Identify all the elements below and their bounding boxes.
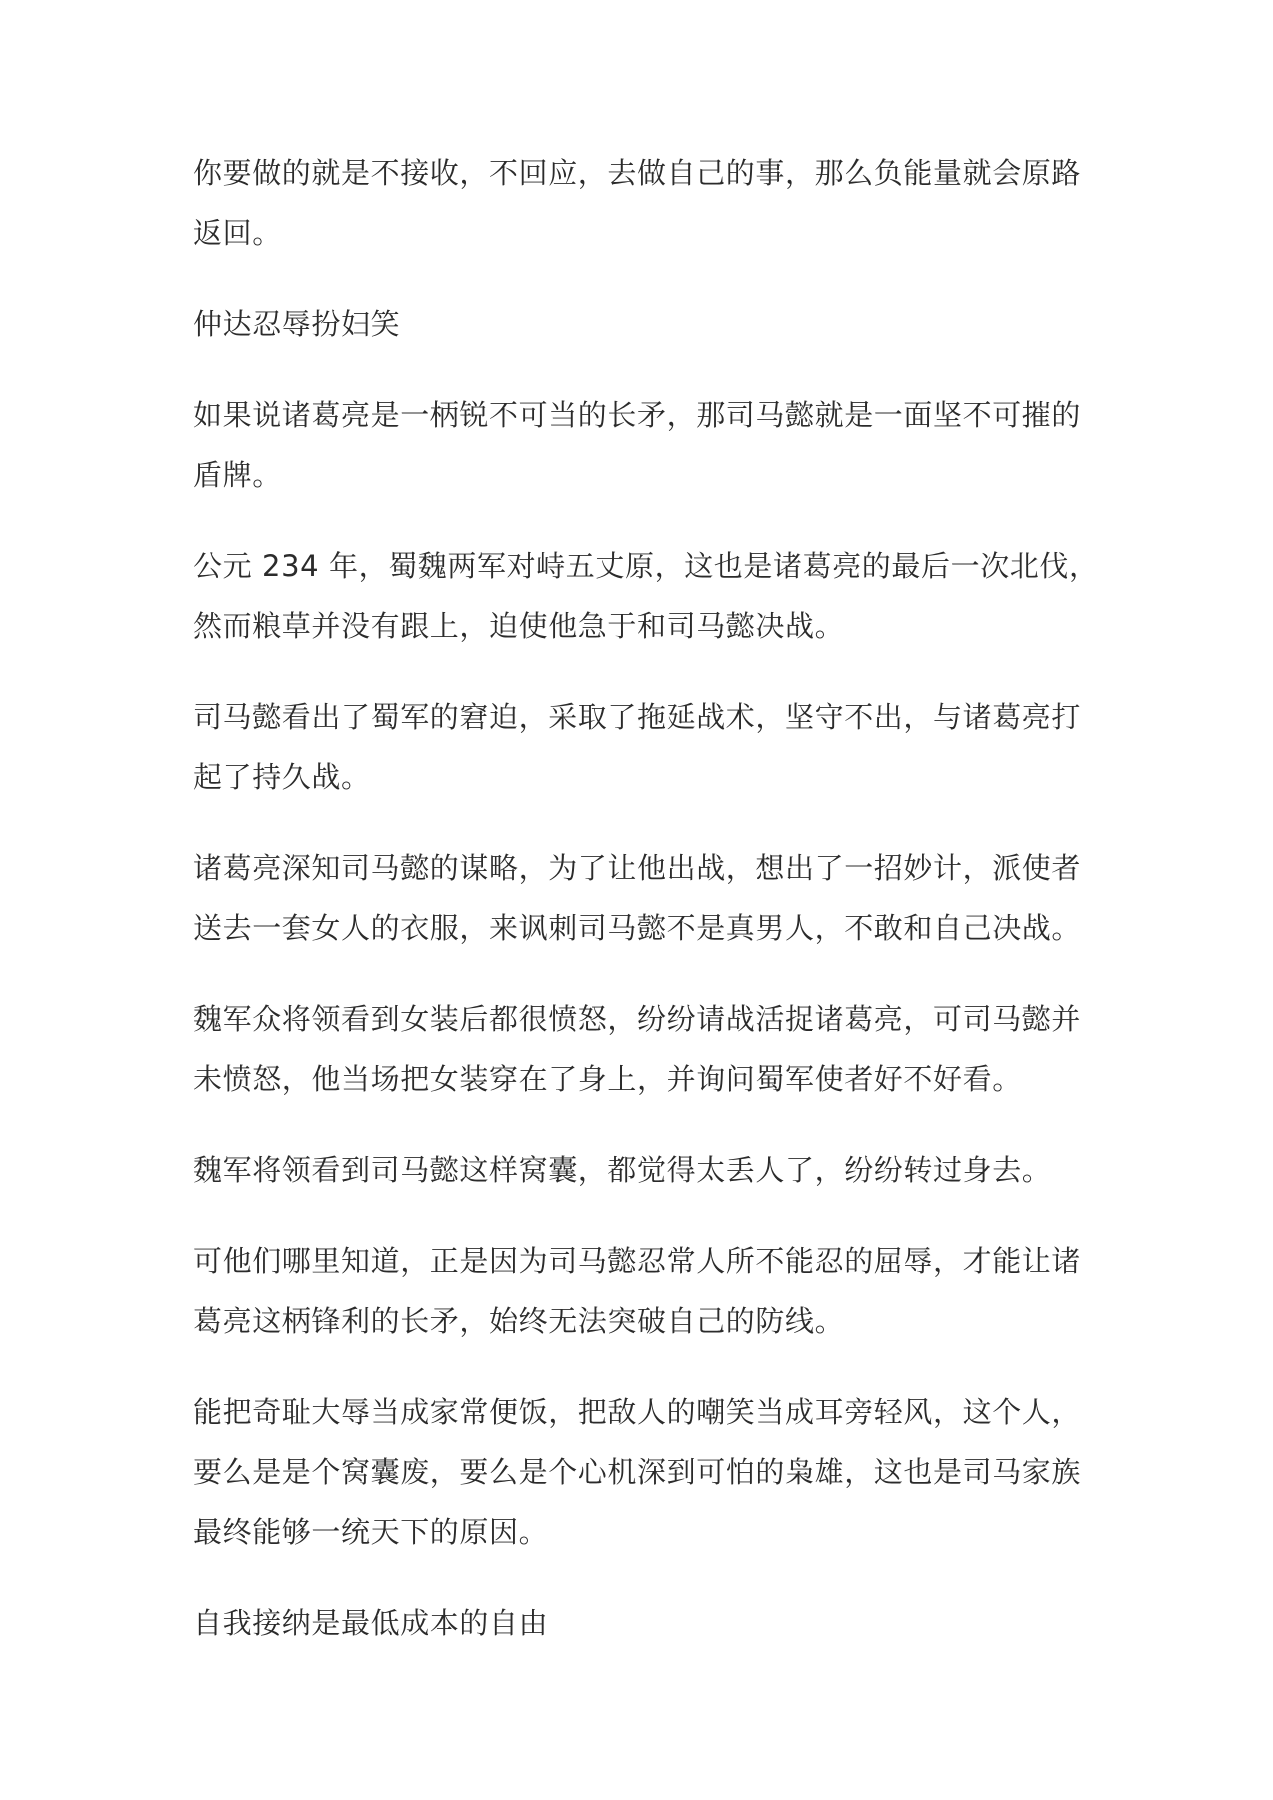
- body-paragraph: [193, 1140, 1093, 1200]
- text-line: 然而粮草并没有跟上，迫使他急于和司马懿决战。: [193, 609, 845, 643]
- text-line: 诸葛亮深知司马懿的谋略，为了让他出战，想出了一招妙计，派使者: [193, 851, 1082, 885]
- text-line: 盾牌。: [193, 458, 282, 492]
- text-line: 仲达忍辱扮妇笑: [193, 307, 401, 341]
- body-paragraph: [193, 1231, 1093, 1351]
- body-paragraph: [193, 989, 1093, 1109]
- body-paragraph: [193, 687, 1093, 807]
- document-page: [193, 143, 1099, 1684]
- text-line: 起了持久战。: [193, 760, 371, 794]
- text-line: 可他们哪里知道，正是因为司马懿忍常人所不能忍的屈辱，才能让诸: [193, 1244, 1082, 1278]
- body-paragraph: [193, 143, 1093, 263]
- text-line: 送去一套女人的衣服，来讽刺司马懿不是真男人，不敢和自己决战。: [193, 911, 1082, 945]
- text-line: 魏军将领看到司马懿这样窝囊，都觉得太丢人了，纷纷转过身去。: [193, 1153, 1052, 1187]
- text-line: 能把奇耻大辱当成家常便饭，把敌人的嘲笑当成耳旁轻风，这个人，: [193, 1395, 1082, 1429]
- text-line: 你要做的就是不接收，不回应，去做自己的事，那么负能量就会原路: [193, 156, 1082, 190]
- body-paragraph: [193, 385, 1093, 505]
- text-line: 要么是是个窝囊废，要么是个心机深到可怕的枭雄，这也是司马家族: [193, 1455, 1082, 1489]
- text-line: 自我接纳是最低成本的自由: [193, 1606, 549, 1640]
- text-line: 葛亮这柄锋利的长矛，始终无法突破自己的防线。: [193, 1304, 845, 1338]
- text-line: 公元 234 年，蜀魏两军对峙五丈原，这也是诸葛亮的最后一次北伐，: [193, 549, 1099, 583]
- text-line: 魏军众将领看到女装后都很愤怒，纷纷请战活捉诸葛亮，可司马懿并: [193, 1002, 1082, 1036]
- body-paragraph: [193, 838, 1093, 958]
- text-line: 未愤怒，他当场把女装穿在了身上，并询问蜀军使者好不好看。: [193, 1062, 1022, 1096]
- text-line: 返回。: [193, 216, 282, 250]
- section-heading: [193, 294, 1093, 354]
- text-line: 司马懿看出了蜀军的窘迫，采取了拖延战术，坚守不出，与诸葛亮打: [193, 700, 1082, 734]
- text-line: 最终能够一统天下的原因。: [193, 1515, 549, 1549]
- section-heading: [193, 1593, 1093, 1653]
- text-line: 如果说诸葛亮是一柄锐不可当的长矛，那司马懿就是一面坚不可摧的: [193, 398, 1082, 432]
- body-paragraph: [193, 1382, 1093, 1562]
- body-paragraph: [193, 536, 1099, 656]
